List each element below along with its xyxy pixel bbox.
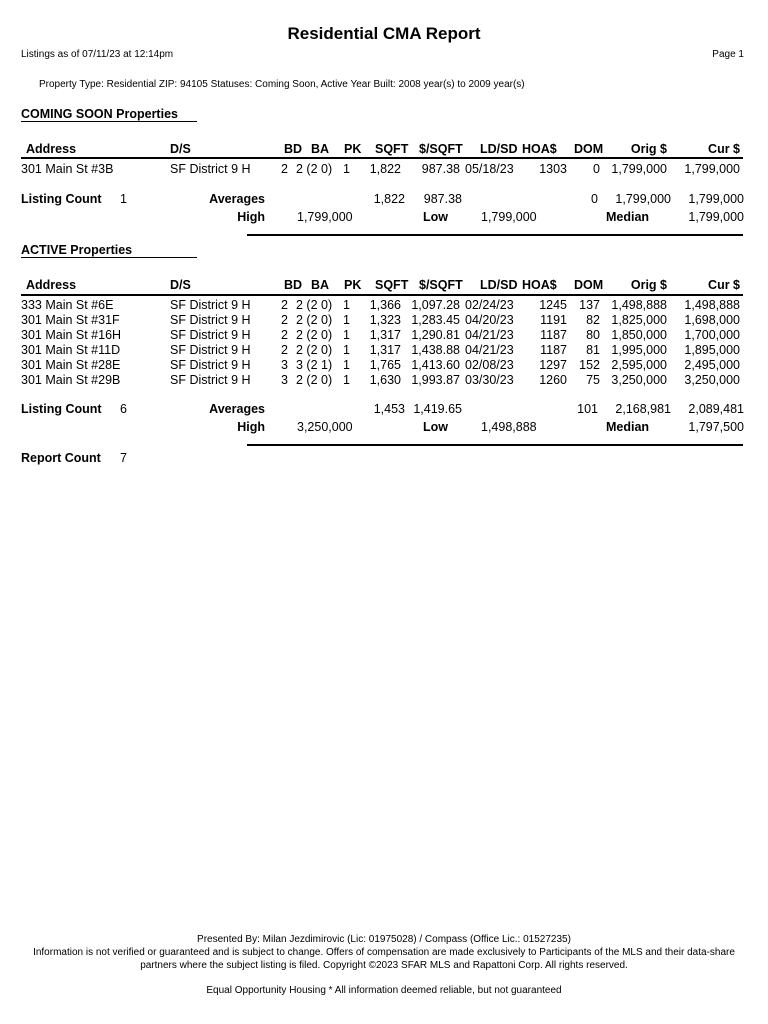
cell-psf: 987.38 (421, 162, 460, 176)
cell-psf: 1,290.81 (411, 328, 460, 342)
report-count-label: Report Count (21, 451, 101, 465)
coming-soon-underline (21, 121, 197, 122)
cell-dom: 81 (586, 343, 600, 357)
cell-hoa: 1297 (539, 358, 567, 372)
cell-ba: 2 (2 0) (296, 328, 333, 342)
avg-dom: 0 (591, 192, 598, 206)
cell-hoa: 1245 (539, 298, 567, 312)
cell-bd: 2 (281, 162, 288, 176)
disclaimer-line-2: partners where the subject listing is filed. Copyright ©2023 SFAR MLS and Rapattoni Corp. All rights reserved. (140, 960, 628, 971)
column-header-dom: DOM (574, 278, 604, 292)
low-label: Low (423, 420, 448, 434)
cell-hoa: 1187 (540, 328, 567, 342)
cell-bd: 2 (281, 313, 288, 327)
cell-hoa: 1191 (540, 313, 567, 327)
cell-ldsd: 05/18/23 (465, 162, 514, 176)
cell-sqft: 1,765 (369, 358, 401, 372)
column-header-cur: Cur $ (708, 278, 740, 292)
cell-orig: 1,799,000 (611, 162, 667, 176)
coming-soon-header-rule (21, 157, 743, 159)
avg-sqft: 1,822 (373, 192, 405, 206)
column-header-bd: BD (284, 278, 303, 292)
cell-bd: 2 (281, 328, 288, 342)
cell-dom: 75 (586, 373, 600, 387)
report-count-value: 7 (120, 451, 127, 465)
cell-orig: 1,498,888 (611, 298, 667, 312)
high-value: 3,250,000 (297, 420, 353, 434)
cell-bd: 3 (281, 373, 288, 387)
cell-cur: 3,250,000 (684, 373, 740, 387)
cell-ldsd: 04/21/23 (465, 343, 514, 357)
avg-cur: 1,799,000 (688, 192, 744, 206)
search-criteria: Property Type: Residential ZIP: 94105 Statuses: Coming Soon, Active Year Built: 2008 year(s) to 2009 year(s) (39, 79, 525, 90)
cell-dom: 0 (593, 162, 600, 176)
cell-cur: 1,700,000 (684, 328, 740, 342)
column-header-dom: DOM (574, 142, 604, 156)
cell-ldsd: 03/30/23 (465, 373, 514, 387)
cell-ds: SF District 9 H (170, 313, 251, 327)
cell-ba: 2 (2 0) (296, 373, 333, 387)
cell-pk: 1 (343, 373, 350, 387)
column-header-ba: BA (311, 278, 330, 292)
cell-psf: 1,283.45 (411, 313, 460, 327)
cell-dom: 137 (579, 298, 600, 312)
median-label: Median (606, 420, 650, 434)
page-number: Page 1 (712, 49, 744, 60)
cell-sqft: 1,366 (369, 298, 401, 312)
column-header-bd: BD (284, 142, 303, 156)
cell-ds: SF District 9 H (170, 298, 251, 312)
equal-opportunity: Equal Opportunity Housing * All information deemed reliable, but not guaranteed (206, 985, 562, 996)
column-header-ldsd: LD/SD (480, 278, 518, 292)
column-header-hoa: HOA$ (522, 142, 557, 156)
cell-address: 301 Main St #3B (21, 162, 114, 176)
active-summary-rule (247, 444, 743, 446)
disclaimer-line-1: Information is not verified or guaranteed and is subject to change. Offers of compensation are made exclusively to Participants of the MLS and their data-share (33, 947, 735, 958)
cell-pk: 1 (343, 343, 350, 357)
column-header-ldsd: LD/SD (480, 142, 518, 156)
cell-orig: 1,825,000 (611, 313, 667, 327)
cell-ldsd: 02/08/23 (465, 358, 514, 372)
listing-count-label: Listing Count (21, 192, 102, 206)
listing-count-label: Listing Count (21, 402, 102, 416)
cell-sqft: 1,323 (369, 313, 401, 327)
column-header-hoa: HOA$ (522, 278, 557, 292)
averages-label: Averages (209, 402, 265, 416)
cell-address: 301 Main St #16H (21, 328, 122, 342)
cell-psf: 1,993.87 (411, 373, 460, 387)
cell-sqft: 1,630 (369, 373, 401, 387)
cell-bd: 3 (281, 358, 288, 372)
cell-hoa: 1260 (539, 373, 567, 387)
column-header-psf: $/SQFT (419, 142, 463, 156)
cell-ldsd: 02/24/23 (465, 298, 514, 312)
cell-address: 301 Main St #29B (21, 373, 121, 387)
active-header-rule (21, 294, 743, 296)
cell-ds: SF District 9 H (170, 358, 251, 372)
high-value: 1,799,000 (297, 210, 353, 224)
cell-hoa: 1187 (540, 343, 567, 357)
cell-ba: 2 (2 0) (296, 162, 333, 176)
cell-ds: SF District 9 H (170, 343, 251, 357)
cell-address: 301 Main St #31F (21, 313, 120, 327)
report-title: Residential CMA Report (287, 24, 481, 43)
cell-ba: 2 (2 0) (296, 298, 333, 312)
active-underline (21, 257, 197, 258)
cell-pk: 1 (343, 162, 350, 176)
low-value: 1,498,888 (481, 420, 537, 434)
column-header-ds: D/S (170, 142, 191, 156)
cell-cur: 2,495,000 (684, 358, 740, 372)
cell-hoa: 1303 (539, 162, 567, 176)
high-label: High (237, 420, 265, 434)
active-heading: ACTIVE Properties (21, 243, 133, 257)
listing-count-value: 1 (120, 192, 127, 206)
column-header-ba: BA (311, 142, 330, 156)
coming-soon-summary-rule (247, 234, 743, 236)
cell-ba: 2 (2 0) (296, 343, 333, 357)
avg-psf: 1,419.65 (413, 402, 462, 416)
column-header-sqft: SQFT (375, 142, 409, 156)
column-header-address: Address (26, 278, 77, 292)
column-header-pk: PK (344, 278, 362, 292)
column-header-address: Address (26, 142, 77, 156)
listings-as-of: Listings as of 07/11/23 at 12:14pm (21, 49, 174, 60)
avg-orig: 2,168,981 (615, 402, 671, 416)
cell-cur: 1,895,000 (684, 343, 740, 357)
column-header-psf: $/SQFT (419, 278, 463, 292)
avg-psf: 987.38 (423, 192, 462, 206)
avg-sqft: 1,453 (373, 402, 405, 416)
column-header-orig: Orig $ (630, 142, 667, 156)
cell-cur: 1,799,000 (684, 162, 740, 176)
cell-ldsd: 04/21/23 (465, 328, 514, 342)
listing-count-value: 6 (120, 402, 127, 416)
cell-sqft: 1,317 (369, 328, 401, 342)
low-value: 1,799,000 (481, 210, 537, 224)
cell-address: 301 Main St #11D (21, 343, 121, 357)
column-header-pk: PK (344, 142, 362, 156)
cell-address: 301 Main St #28E (21, 358, 121, 372)
low-label: Low (423, 210, 448, 224)
cell-pk: 1 (343, 313, 350, 327)
cell-sqft: 1,317 (369, 343, 401, 357)
presented-by: Presented By: Milan Jezdimirovic (Lic: 01975028) / Compass (Office Lic.: 01527235) (197, 934, 571, 945)
averages-label: Averages (209, 192, 265, 206)
cell-ds: SF District 9 H (170, 328, 251, 342)
cell-pk: 1 (343, 298, 350, 312)
cell-ba: 3 (2 1) (296, 358, 333, 372)
cell-sqft: 1,822 (369, 162, 401, 176)
cell-psf: 1,413.60 (411, 358, 460, 372)
cell-orig: 2,595,000 (611, 358, 667, 372)
cell-dom: 152 (579, 358, 600, 372)
cell-pk: 1 (343, 328, 350, 342)
cell-dom: 80 (586, 328, 600, 342)
cell-cur: 1,498,888 (684, 298, 740, 312)
cell-bd: 2 (281, 343, 288, 357)
cell-orig: 1,995,000 (611, 343, 667, 357)
cell-ldsd: 04/20/23 (465, 313, 514, 327)
column-header-ds: D/S (170, 278, 191, 292)
cell-pk: 1 (343, 358, 350, 372)
cell-orig: 1,850,000 (611, 328, 667, 342)
column-header-orig: Orig $ (630, 278, 667, 292)
cell-psf: 1,097.28 (411, 298, 460, 312)
cell-cur: 1,698,000 (684, 313, 740, 327)
cell-orig: 3,250,000 (611, 373, 667, 387)
cell-ds: SF District 9 H (170, 373, 251, 387)
avg-dom: 101 (577, 402, 598, 416)
high-label: High (237, 210, 265, 224)
cell-ba: 2 (2 0) (296, 313, 333, 327)
cell-ds: SF District 9 H (170, 162, 251, 176)
column-header-cur: Cur $ (708, 142, 740, 156)
cell-address: 333 Main St #6E (21, 298, 114, 312)
cell-dom: 82 (586, 313, 600, 327)
median-value: 1,797,500 (688, 420, 744, 434)
median-label: Median (606, 210, 650, 224)
avg-cur: 2,089,481 (688, 402, 744, 416)
median-value: 1,799,000 (688, 210, 744, 224)
cell-psf: 1,438.88 (411, 343, 460, 357)
column-header-sqft: SQFT (375, 278, 409, 292)
cell-bd: 2 (281, 298, 288, 312)
coming-soon-heading: COMING SOON Properties (21, 107, 178, 121)
avg-orig: 1,799,000 (615, 192, 671, 206)
